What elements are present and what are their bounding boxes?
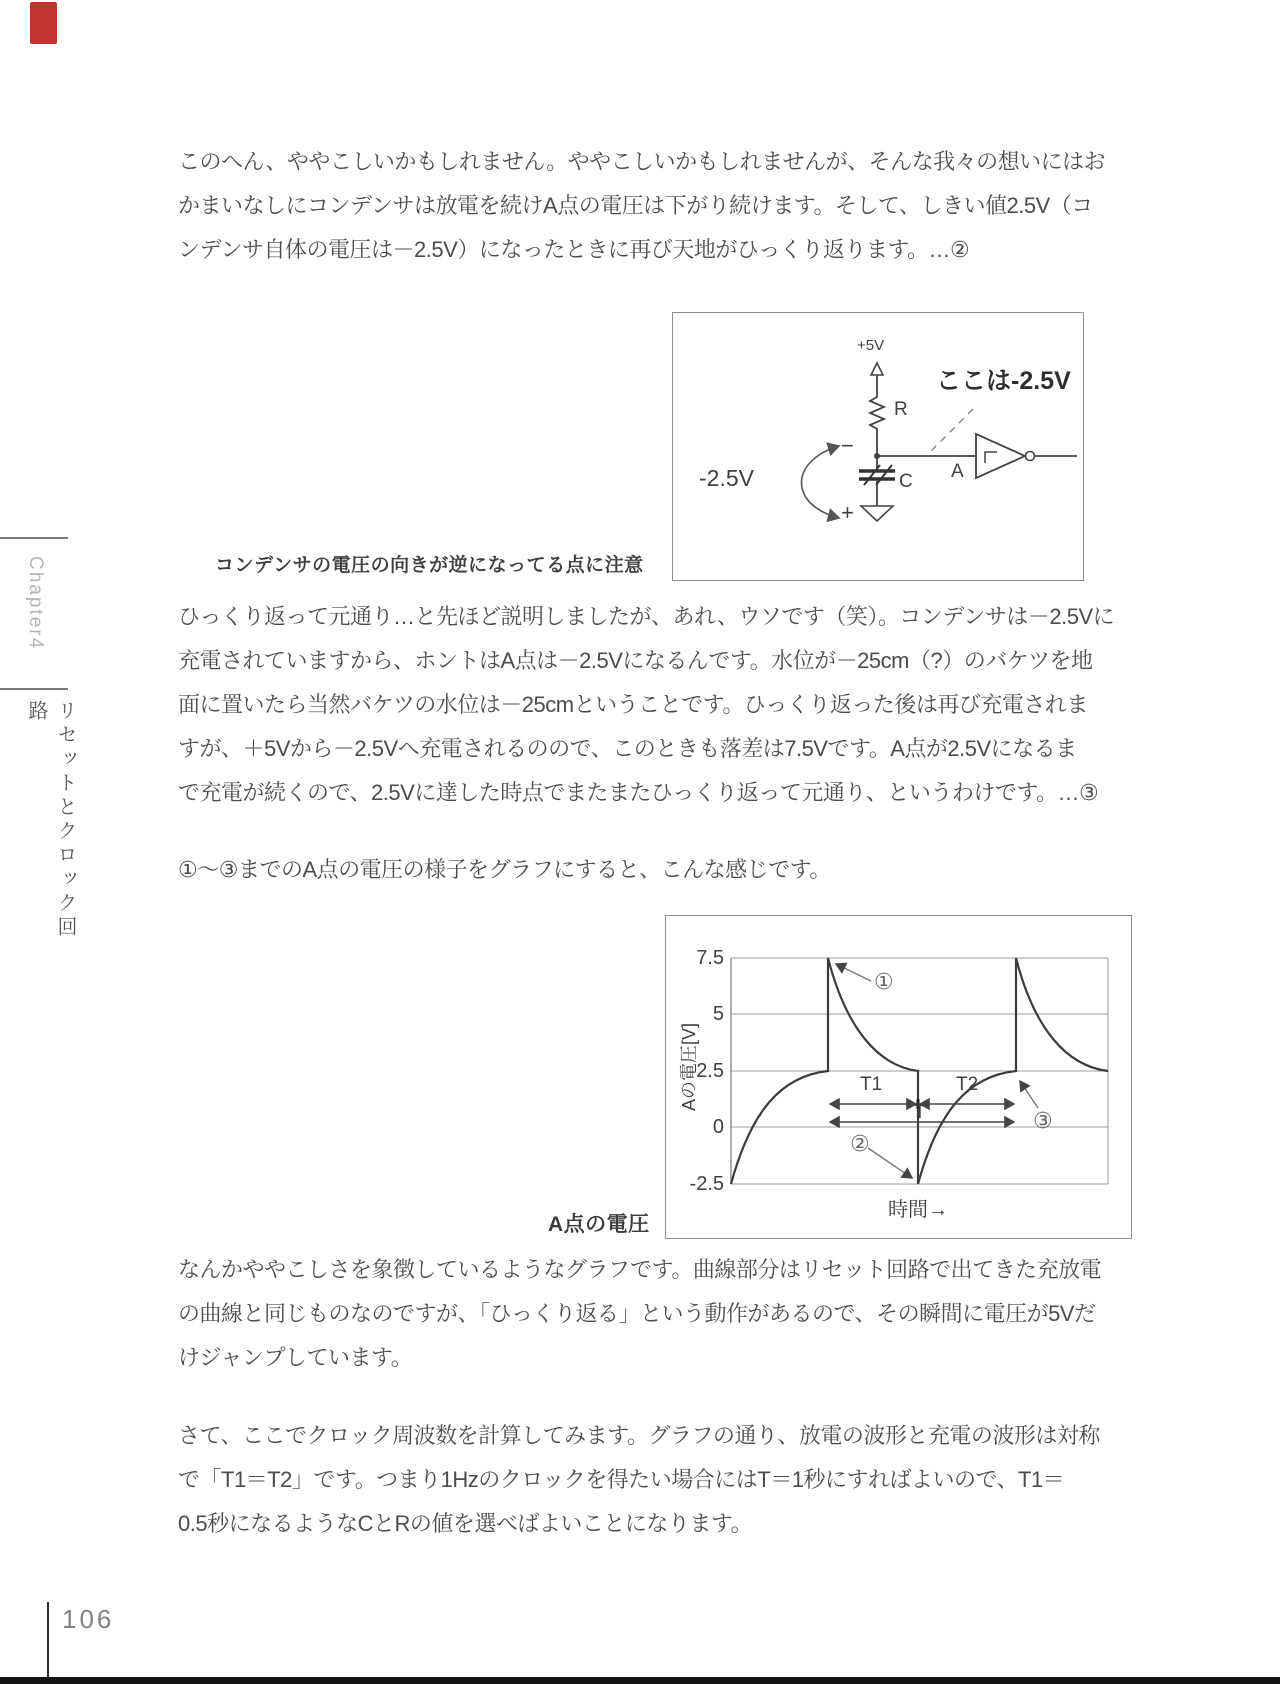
paragraph-line: で充電が続くので、2.5Vに達した時点でまたまたひっくり返って元通り、というわけです。…③ [178,780,1099,805]
graph-figure-caption: A点の電圧 [548,1213,650,1236]
paragraph-2 [178,595,1114,815]
capacitor-label: C [899,471,913,492]
t1-label: T1 [860,1074,883,1095]
ytick-2_5: 2.5 [696,1060,724,1082]
paragraph-line: なんかややこしさを象徴しているようなグラフです。曲線部分はリセット回路で出てきた充放電 [178,1257,1102,1282]
paragraph-3 [178,1248,1101,1380]
note-leader-line [929,409,973,453]
chapter-label: Chapter4 [25,556,46,651]
minus-sign: − [841,433,854,458]
chapter-title: リセットとクロック回路 [25,700,76,940]
point-a-label: A [951,461,964,482]
t2-label: T2 [956,1074,979,1095]
paragraph-4 [178,1414,1100,1546]
paragraph-line: かまいなしにコンデンサは放電を続けA点の電圧は下がり続けます。そして、しきい値2.5V（コ [178,193,1093,218]
paragraph-line: で「T1＝T2」です。つまり1Hzのクロックを得たい場合にはT＝1秒にすればよいので、T1＝ [178,1467,1065,1492]
resistor-symbol [870,393,884,433]
sidebar-divider-top [0,537,68,539]
vcc-arrow-icon [871,363,883,375]
paragraph-line: ひっくり返って元通り…と先ほど説明しましたが、あれ、ウソです（笑）。コンデンサは－2.5Vに [178,604,1115,629]
page-number: 106 [62,1604,115,1634]
paragraph-line: の曲線と同じものなのですが、「ひっくり返る」という動作があるので、その瞬間に電圧が5Vだ [178,1301,1096,1326]
graph-intro-line: ①～③までのA点の電圧の様子をグラフにすると、こんな感じです。 [178,857,831,882]
y-axis-title: Aの電圧[V] [679,1023,699,1112]
circuit-figure-caption: コンデンサの電圧の向きが逆になってる点に注意 [215,555,644,576]
bottom-edge-bar [0,1677,1280,1684]
ytick-minus2_5: -2.5 [689,1173,724,1195]
voltage-note-label: ここは-2.5V [936,367,1071,395]
paragraph-line: このへん、ややこしいかもしれません。ややこしいかもしれませんが、そんな我々の想いにはお [178,149,1106,174]
plus-sign: + [841,500,854,525]
red-page-tab [30,2,57,44]
x-axis-title: 時間→ [888,1199,948,1221]
ground-symbol [861,506,893,521]
paragraph-line: さて、ここでクロック周波数を計算してみます。グラフの通り、放電の波形と充電の波形は対称 [178,1423,1100,1448]
circuit-figure [672,312,1084,581]
resistor-label: R [894,399,908,420]
annotation-3-arrow [1020,1081,1038,1108]
paragraph-line: すが、＋5Vから－2.5Vへ充電されるのので、このときも落差は7.5Vです。A点が2.5Vになるま [178,736,1077,761]
paragraph-line: 0.5秒になるようなCとRの値を選べばよいことになります。 [178,1511,753,1536]
paragraph-line: 面に置いたら当然バケツの水位は－25cmということです。ひっくり返った後は再び充電されま [178,692,1088,717]
annotation-2-label: ② [850,1131,870,1156]
ytick-7_5: 7.5 [696,947,724,969]
ytick-0: 0 [712,1116,724,1138]
paragraph-1 [178,140,1105,272]
footer-rule [47,1602,49,1684]
paragraph-line: 充電されていますから、ホントはA点は－2.5Vになるんです。水位が－25cm（?）のバケツを地 [178,648,1093,673]
ytick-5: 5 [712,1003,724,1025]
cap-voltage-label: -2.5V [699,465,754,491]
inverter-bubble [1026,452,1035,461]
sidebar-divider-bottom [0,688,68,690]
t-label: T [914,1102,926,1123]
polarity-arc-arrow [802,446,840,518]
annotation-3-label: ③ [1033,1108,1053,1133]
annotation-1-arrow [836,964,871,981]
paragraph-line: けジャンプしています。 [178,1345,413,1370]
paragraph-line: ンデンサ自体の電圧は－2.5V）になったときに再び天地がひっくり返ります。…② [178,237,970,262]
inverter-symbol [976,434,1025,478]
annotation-2-arrow [868,1148,912,1178]
annotation-1-label: ① [874,969,894,994]
voltage-graph-svg [666,916,1131,1238]
voltage-graph-figure [665,915,1132,1239]
vcc-label: +5V [857,337,885,354]
